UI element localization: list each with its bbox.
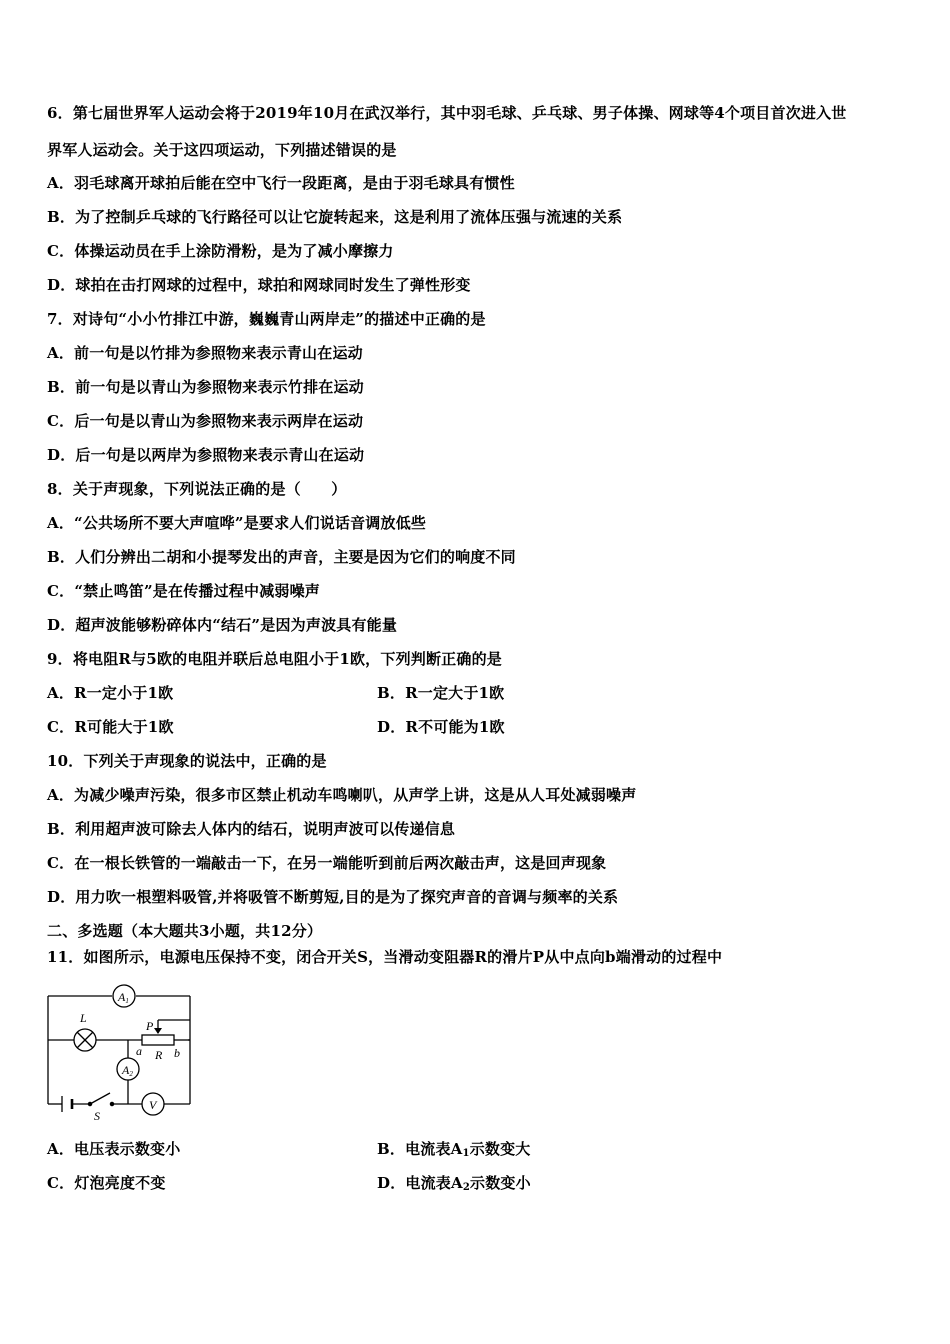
- q7-option-d[interactable]: D．后一句是以两岸为参照物来表示青山在运动: [47, 446, 365, 464]
- q10-option-a[interactable]: A．为减少噪声污染，很多市区禁止机动车鸣喇叭，从声学上讲，这是从人耳处减弱噪声: [47, 786, 637, 804]
- q10-option-d[interactable]: D．用力吹一根塑料吸管,并将吸管不断剪短,目的是为了探究声音的音调与频率的关系: [47, 888, 619, 906]
- q8-option-c[interactable]: C．“禁止鸣笛”是在传播过程中减弱噪声: [47, 582, 320, 600]
- q9-option-a[interactable]: A．R一定小于1欧: [47, 684, 174, 702]
- q11-option-d-text: D．电流表A: [377, 1174, 463, 1192]
- q7-option-a[interactable]: A．前一句是以竹排为参照物来表示青山在运动: [47, 344, 363, 362]
- q8-stem: 8．关于声现象，下列说法正确的是（ ）: [47, 480, 347, 498]
- slider-arrow-icon: [154, 1028, 162, 1034]
- q7-stem: 7．对诗句“小小竹排江中游，巍巍青山两岸走”的描述中正确的是: [47, 310, 486, 328]
- q8-option-d[interactable]: D．超声波能够粉碎体内“结石”是因为声波具有能量: [47, 616, 398, 634]
- circuit-diagram: [40, 980, 200, 1122]
- q11-option-d-sub: 2: [462, 1182, 471, 1193]
- switch-icon: [90, 1093, 110, 1104]
- q11-option-b-sub: 1: [462, 1148, 470, 1159]
- q10-option-b[interactable]: B．利用超声波可除去人体内的结石，说明声波可以传递信息: [47, 820, 456, 838]
- resistor-label: R: [155, 1048, 163, 1062]
- q6-option-b[interactable]: B．为了控制乒乓球的飞行路径可以让它旋转起来，这是利用了流体压强与流速的关系: [47, 208, 623, 226]
- q11-option-b[interactable]: [377, 1139, 531, 1164]
- q7-option-b[interactable]: B．前一句是以青山为参照物来表示竹排在运动: [47, 378, 364, 396]
- q11-option-b-tail: 示数变大: [469, 1140, 531, 1158]
- q6-stem-line1: 6．第七届世界军人运动会将于2019年10月在武汉举行，其中羽毛球、乒乓球、男子体操、网球等4个项目首次进入世: [47, 104, 847, 122]
- q9-option-d[interactable]: D．R不可能为1欧: [377, 718, 505, 736]
- ammeter-a1-label: A1: [118, 990, 129, 1005]
- q11-option-d[interactable]: [377, 1173, 531, 1198]
- q11-option-a[interactable]: A．电压表示数变小: [47, 1140, 181, 1158]
- voltmeter-label: V: [149, 1098, 157, 1112]
- ammeter-a2-label: A2: [122, 1063, 133, 1078]
- q11-stem: 11．如图所示，电源电压保持不变，闭合开关S，当滑动变阻器R的滑片P从中点向b端滑动的过程中: [47, 948, 723, 966]
- q8-option-b[interactable]: B．人们分辨出二胡和小提琴发出的声音，主要是因为它们的响度不同: [47, 548, 516, 566]
- q6-stem-line2: 界军人运动会。关于这四项运动，下列描述错误的是: [47, 141, 397, 159]
- q9-stem: 9．将电阻R与5欧的电阻并联后总电阻小于1欧，下列判断正确的是: [47, 650, 502, 668]
- q8-option-a[interactable]: A．“公共场所不要大声喧哗”是要求人们说话音调放低些: [47, 514, 427, 532]
- slider-label: P: [146, 1019, 154, 1033]
- end-a-label: a: [136, 1044, 142, 1058]
- rheostat-icon: [142, 1035, 174, 1045]
- q9-option-c[interactable]: C．R可能大于1欧: [47, 718, 174, 736]
- q10-option-c[interactable]: C．在一根长铁管的一端敲击一下，在另一端能听到前后两次敲击声，这是回声现象: [47, 854, 607, 872]
- q6-option-a[interactable]: A．羽毛球离开球拍后能在空中飞行一段距离，是由于羽毛球具有惯性: [47, 174, 515, 192]
- section2-heading: 二、多选题（本大题共3小题，共12分）: [47, 922, 323, 940]
- switch-contact: [110, 1102, 113, 1105]
- q7-option-c[interactable]: C．后一句是以青山为参照物来表示两岸在运动: [47, 412, 364, 430]
- end-b-label: b: [174, 1046, 180, 1060]
- q11-option-d-tail: 示数变小: [470, 1174, 531, 1192]
- lamp-label: L: [80, 1011, 87, 1025]
- switch-label: S: [94, 1109, 100, 1122]
- q6-option-c[interactable]: C．体操运动员在手上涂防滑粉，是为了减小摩擦力: [47, 242, 394, 260]
- q10-stem: 10．下列关于声现象的说法中，正确的是: [47, 752, 327, 770]
- q11-option-b-text: B．电流表A: [377, 1140, 463, 1158]
- q6-option-d[interactable]: D．球拍在击打网球的过程中，球拍和网球同时发生了弹性形变: [47, 276, 471, 294]
- q9-option-b[interactable]: B．R一定大于1欧: [377, 684, 505, 702]
- q11-option-c[interactable]: C．灯泡亮度不变: [47, 1174, 166, 1192]
